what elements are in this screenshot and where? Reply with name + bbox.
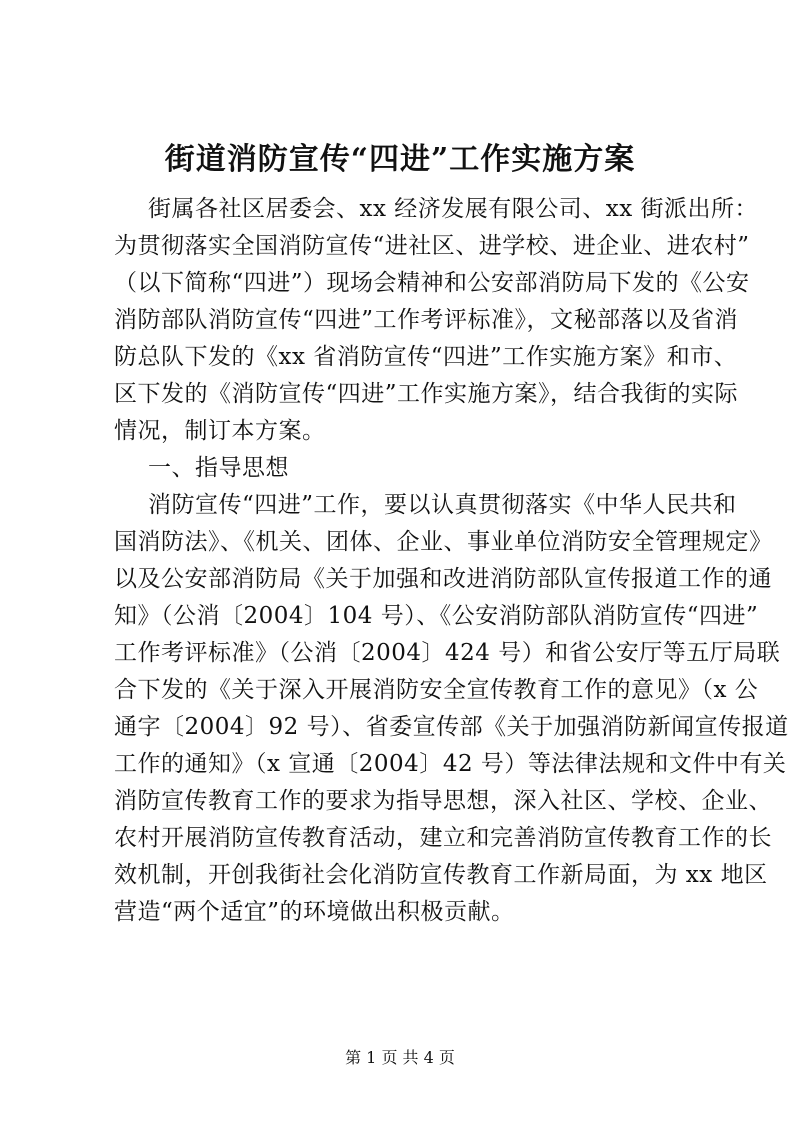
paragraph-line: 工作考评标准》（公消〔2004〕424 号）和省公安厅等五厅局联 [114,640,781,666]
paragraph-line: 以及公安部消防局《关于加强和改进消防部队宣传报道工作的通 [114,566,772,592]
paragraph-line: 情况，制订本方案。 [114,418,326,444]
paragraph-line: 效机制，开创我街社会化消防宣传教育工作新局面，为 xx 地区 [114,862,768,888]
paragraph-line: 通字〔2004〕92 号）、省委宣传部《关于加强消防新闻宣传报道 [114,714,789,740]
paragraph-line: 区下发的《消防宣传“四进”工作实施方案》，结合我街的实际 [114,381,739,407]
paragraph-line: 合下发的《关于深入开展消防安全宣传教育工作的意见》（x 公 [114,677,759,703]
paragraph-line: 消防部队消防宣传“四进”工作考评标准》，文秘部落以及省消 [114,307,739,333]
paragraph-line: 消防宣传教育工作的要求为指导思想，深入社区、学校、企业、 [114,788,772,814]
paragraph-line: 营造“两个适宜”的环境做出积极贡献。 [114,899,515,925]
section-heading: 一、指导思想 [148,455,289,481]
paragraph-line: 国消防法》、《机关、团体、企业、事业单位消防安全管理规定》 [114,529,773,555]
paragraph-line: 消防宣传“四进”工作，要以认真贯彻落实《中华人民共和 [148,492,737,518]
paragraph-line: 农村开展消防宣传教育活动，建立和完善消防宣传教育工作的长 [114,825,772,851]
document-title: 街道消防宣传“四进”工作实施方案 [164,142,636,177]
paragraph-line: 街属各社区居委会、xx 经济发展有限公司、xx 街派出所： [148,196,759,222]
page-footer: 第 1 页 共 4 页 [345,1048,455,1067]
paragraph-line: 防总队下发的《xx 省消防宣传“四进”工作实施方案》和市、 [114,344,738,370]
paragraph-line: 知》（公消〔2004〕104 号）、《公安消防部队消防宣传“四进” [114,603,759,629]
paragraph-line: （以下简称“四进”）现场会精神和公安部消防局下发的《公安 [114,270,750,296]
paragraph-line: 为贯彻落实全国消防宣传“进社区、进学校、进企业、进农村” [114,233,750,259]
paragraph-line: 工作的通知》（x 宣通〔2004〕42 号）等法律法规和文件中有关 [114,751,787,777]
